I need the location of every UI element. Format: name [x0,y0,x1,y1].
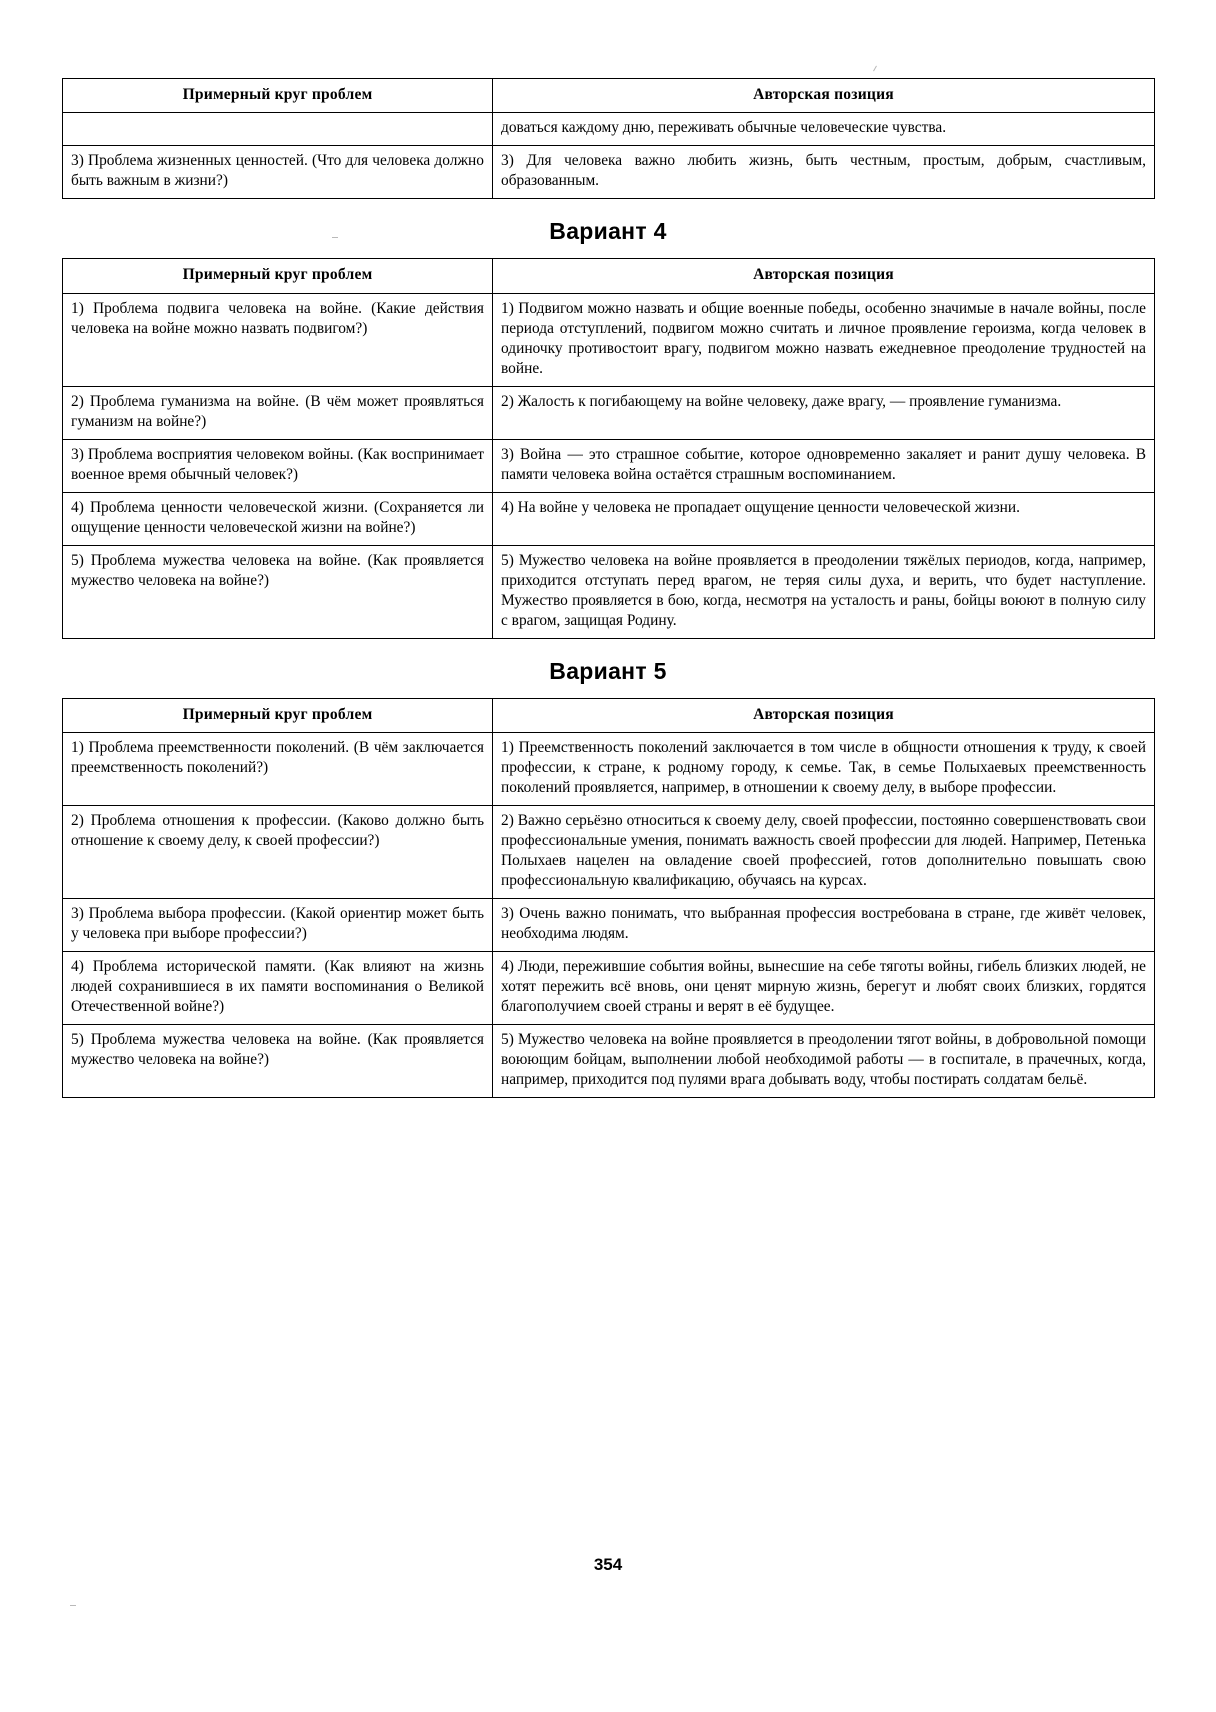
cell-problem: 1) Проблема преемственности поколений. (В чём заключается преемственность поколений?) [63,733,493,806]
cell-position: 1) Подвигом можно назвать и общие военные победы, особенно значимые в начале войны, после периода отступлений, подвигом можно считать и личное проявление героизма, когда человек в одиночку противостоит врагу, подвигом можно назвать ежедневное преодоление трудностей на войне. [493,293,1155,386]
problems-table-continued [62,78,1155,199]
cell-problem: 2) Проблема гуманизма на войне. (В чём может проявляться гуманизм на войне?) [63,386,493,439]
cell-position: 1) Преемственность поколений заключается в том числе в общности отношения к труду, к своей профессии, к стране, к родному городу, к семье. Так, в семье Полыхаевых преемственность поколений проявляется, например, в отношении к своему делу, в выборе профессии. [493,733,1155,806]
variant-4-heading: Вариант 4 [549,218,667,245]
table-block-variant-5 [62,698,1154,1099]
cell-problem: 4) Проблема ценности человеческой жизни. (Сохраняется ли ощущение ценности человеческой жизни на войне?) [63,492,493,545]
cell-problem: 2) Проблема отношения к профессии. (Каково должно быть отношение к своему делу, к своей профессии?) [63,806,493,899]
problems-table-variant-4 [62,258,1155,638]
table-row [63,492,1155,545]
problems-table-variant-5 [62,698,1155,1099]
cell-position: 5) Мужество человека на войне проявляется в преодолении тяжёлых периодов, когда, например, приходится отступать перед врагом, не теряя силы духа, и верить, что будет наступление. Мужество проявляется в бою, когда, несмотря на усталость и раны, бойцы воюют в полную силу с врагом, защищая Родину. [493,545,1155,638]
cell-problem: 5) Проблема мужества человека на войне. (Как проявляется мужество человека на войне?) [63,1025,493,1098]
scan-artifact-mark [332,237,338,238]
column-header-position: Авторская позиция [493,259,1155,293]
table-row [63,113,1155,146]
page-number: 354 [593,1555,623,1574]
column-header-problems: Примерный круг проблем [63,259,493,293]
table-row [63,146,1155,199]
cell-position: 3) Война — это страшное событие, которое одновременно закаляет и ранит душу человека. В памяти человека война остаётся страшным воспоминанием. [493,439,1155,492]
table-row [63,733,1155,806]
table-row [63,386,1155,439]
column-header-problems: Примерный круг проблем [63,79,493,113]
cell-problem: 3) Проблема жизненных ценностей. (Что для человека должно быть важным в жизни?) [63,146,493,199]
table-row [63,545,1155,638]
table-row [63,1025,1155,1098]
cell-position: 4) На войне у человека не пропадает ощущение ценности человеческой жизни. [493,492,1155,545]
column-header-position: Авторская позиция [493,698,1155,732]
table-block-variant-4 [62,258,1154,638]
table-row [63,806,1155,899]
cell-problem [63,113,493,146]
cell-position: 3) Для человека важно любить жизнь, быть честным, простым, добрым, счастливым, образованным. [493,146,1155,199]
cell-problem: 3) Проблема восприятия человеком войны. (Как воспринимает военное время обычный человек?) [63,439,493,492]
cell-problem: 4) Проблема исторической памяти. (Как влияют на жизнь людей сохранившиеся в их памяти воспоминания о Великой Отечественной войне?) [63,952,493,1025]
table-header-row [63,79,1155,113]
cell-problem: 1) Проблема подвига человека на войне. (Какие действия человека на войне можно назвать подвигом?) [63,293,493,386]
cell-position: 3) Очень важно понимать, что выбранная профессия востребована в стране, где живёт человек, необходима людям. [493,899,1155,952]
cell-position: доваться каждому дню, переживать обычные человеческие чувства. [493,113,1155,146]
table-row [63,899,1155,952]
table-row [63,439,1155,492]
column-header-problems: Примерный круг проблем [63,698,493,732]
scan-artifact-mark [873,66,877,72]
cell-position: 4) Люди, пережившие события войны, вынесшие на себе тяготы войны, гибель близких людей, не хотят пережить всё вновь, они ценят мирную жизнь, берегут и любят своих близких, гордятся благополучием своей страны и верят в её будущее. [493,952,1155,1025]
cell-position: 2) Жалость к погибающему на войне человеку, даже врагу, — проявление гуманизма. [493,386,1155,439]
table-row [63,293,1155,386]
table-row [63,952,1155,1025]
cell-problem: 5) Проблема мужества человека на войне. (Как проявляется мужество человека на войне?) [63,545,493,638]
table-header-row [63,259,1155,293]
table-block-continued [62,78,1154,199]
scan-artifact-mark [70,1605,76,1606]
column-header-position: Авторская позиция [493,79,1155,113]
table-header-row [63,698,1155,732]
cell-position: 2) Важно серьёзно относиться к своему делу, своей профессии, постоянно совершенствовать свои профессиональные умения, понимать важность своей профессии для людей. Например, Петенька Полыхаев нацелен на овладение своей профессией, готов дополнительно повышать свою профессиональную квалификацию, обучаясь на курсах. [493,806,1155,899]
cell-position: 5) Мужество человека на войне проявляется в преодолении тягот войны, в добровольной помощи воюющим бойцам, выполнении любой необходимой работы — в госпитале, в прачечных, когда, например, приходится под пулями врага добывать воду, чтобы постирать солдатам бельё. [493,1025,1155,1098]
variant-5-heading: Вариант 5 [549,657,667,684]
cell-problem: 3) Проблема выбора профессии. (Какой ориентир может быть у человека при выборе профессии?) [63,899,493,952]
